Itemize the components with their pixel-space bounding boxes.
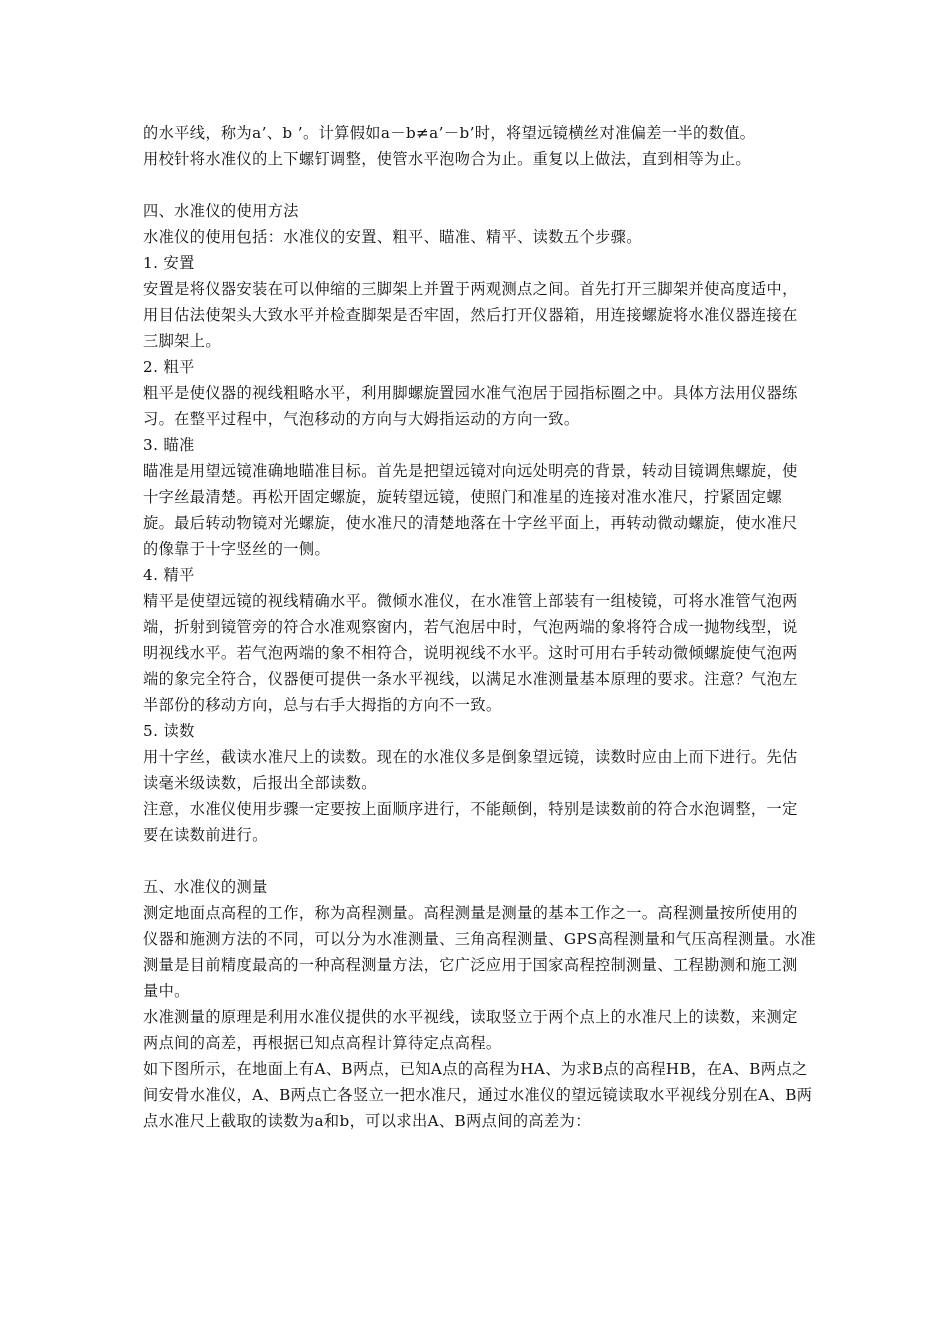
text-line: 旋。最后转动物镜对光螺旋，使水准尺的清楚地落在十字丝平面上，再转动微动螺旋，使水准尺 bbox=[143, 514, 798, 532]
text-line: 要在读数前进行。 bbox=[143, 826, 268, 844]
text-line: 瞄准是用望远镜准确地瞄准目标。首先是把望远镜对向远处明亮的背景，转动目镜调焦螺旋，使 bbox=[143, 462, 798, 480]
paragraph-gap bbox=[143, 848, 853, 874]
step-heading: 5. 读数 bbox=[143, 722, 195, 740]
text-line: 水准仪的使用包括：水准仪的安置、粗平、瞄准、精平、读数五个步骤。 bbox=[143, 228, 642, 246]
step-heading: 4. 精平 bbox=[143, 566, 195, 584]
text-line: 粗平是使仪器的视线粗略水平，利用脚螺旋置园水准气泡居于园指标圈之中。具体方法用仪器练 bbox=[143, 384, 798, 402]
text-line: 用十字丝，截读水准尺上的读数。现在的水准仪多是倒象望远镜，读数时应由上而下进行。先估 bbox=[143, 748, 798, 766]
text-line: 明视线水平。若气泡两端的象不相符合，说明视线不水平。这时可用右手转动微倾螺旋使气泡两 bbox=[143, 644, 798, 662]
text-line: 十字丝最清楚。再松开固定螺旋，旋转望远镜，使照门和准星的连接对准水准尺，拧紧固定螺 bbox=[143, 488, 783, 506]
text-line: 测量是目前精度最高的一种高程测量方法，它广泛应用于国家高程控制测量、工程勘测和施工测 bbox=[143, 956, 798, 974]
step-heading: 2. 粗平 bbox=[143, 358, 195, 376]
text-line: 习。在整平过程中，气泡移动的方向与大姆指运动的方向一致。 bbox=[143, 410, 580, 428]
paragraph-gap bbox=[143, 172, 853, 198]
text-line: 点水准尺上截取的读数为a和b，可以求出A、B两点间的高差为： bbox=[143, 1112, 591, 1130]
text-line: 半部份的移动方向，总与右手大拇指的方向不一致。 bbox=[143, 696, 502, 714]
text-line: 如下图所示，在地面上有A、B两点，已知A点的高程为HA、为求B点的高程HB，在A、B两点之 bbox=[143, 1060, 808, 1078]
text-line: 的像靠于十字竖丝的一侧。 bbox=[143, 540, 331, 558]
text-line: 水准测量的原理是利用水准仪提供的水平视线，读取竖立于两个点上的水准尺上的读数，来测定 bbox=[143, 1008, 798, 1026]
text-line: 两点间的高差，再根据已知点高程计算待定点高程。 bbox=[143, 1034, 502, 1052]
document-page bbox=[143, 120, 853, 1134]
text-line: 间安骨水准仪，A、B两点亡各竖立一把水准尺，通过水准仪的望远镜读取水平视线分别在A、B两 bbox=[143, 1086, 813, 1104]
section-heading: 四、水准仪的使用方法 bbox=[143, 202, 299, 220]
text-line: 端，折射到镜管旁的符合水准观察窗内，若气泡居中时，气泡两端的象将符合成一抛物线型，说 bbox=[143, 618, 798, 636]
text-line: 仪器和施测方法的不同，可以分为水准测量、三角高程测量、GPS高程测量和气压高程测量。水准 bbox=[143, 930, 817, 948]
text-line: 用目估法使架头大致水平并检查脚架是否牢固，然后打开仪器箱，用连接螺旋将水准仪器连接在 bbox=[143, 306, 798, 324]
text-line: 精平是使望远镜的视线精确水平。微倾水准仪，在水准管上部装有一组棱镜，可将水准管气泡两 bbox=[143, 592, 798, 610]
text-line: 安置是将仪器安装在可以伸缩的三脚架上并置于两观测点之间。首先打开三脚架并使高度适中， bbox=[143, 280, 798, 298]
section-heading: 五、水准仪的测量 bbox=[143, 878, 268, 896]
step-heading: 3. 瞄准 bbox=[143, 436, 195, 454]
text-line: 读毫米级读数，后报出全部读数。 bbox=[143, 774, 377, 792]
text-line: 注意，水准仪使用步骤一定要按上面顺序进行，不能颠倒，特别是读数前的符合水泡调整，一定 bbox=[143, 800, 798, 818]
text-line: 端的象完全符合，仪器便可提供一条水平视线，以满足水准测量基本原理的要求。注意？气泡左 bbox=[143, 670, 798, 688]
text-line: 的水平线，称为a’、b ’。计算假如a－b≠a’－b’时，将望远镜横丝对准偏差一半的数值。 bbox=[143, 124, 756, 142]
step-heading: 1. 安置 bbox=[143, 254, 195, 272]
text-line: 测定地面点高程的工作，称为高程测量。高程测量是测量的基本工作之一。高程测量按所使用的 bbox=[143, 904, 798, 922]
text-line: 用校针将水准仪的上下螺钉调整，使管水平泡吻合为止。重复以上做法，直到相等为止。 bbox=[143, 150, 751, 168]
text-line: 量中。 bbox=[143, 982, 190, 1000]
text-line: 三脚架上。 bbox=[143, 332, 221, 350]
